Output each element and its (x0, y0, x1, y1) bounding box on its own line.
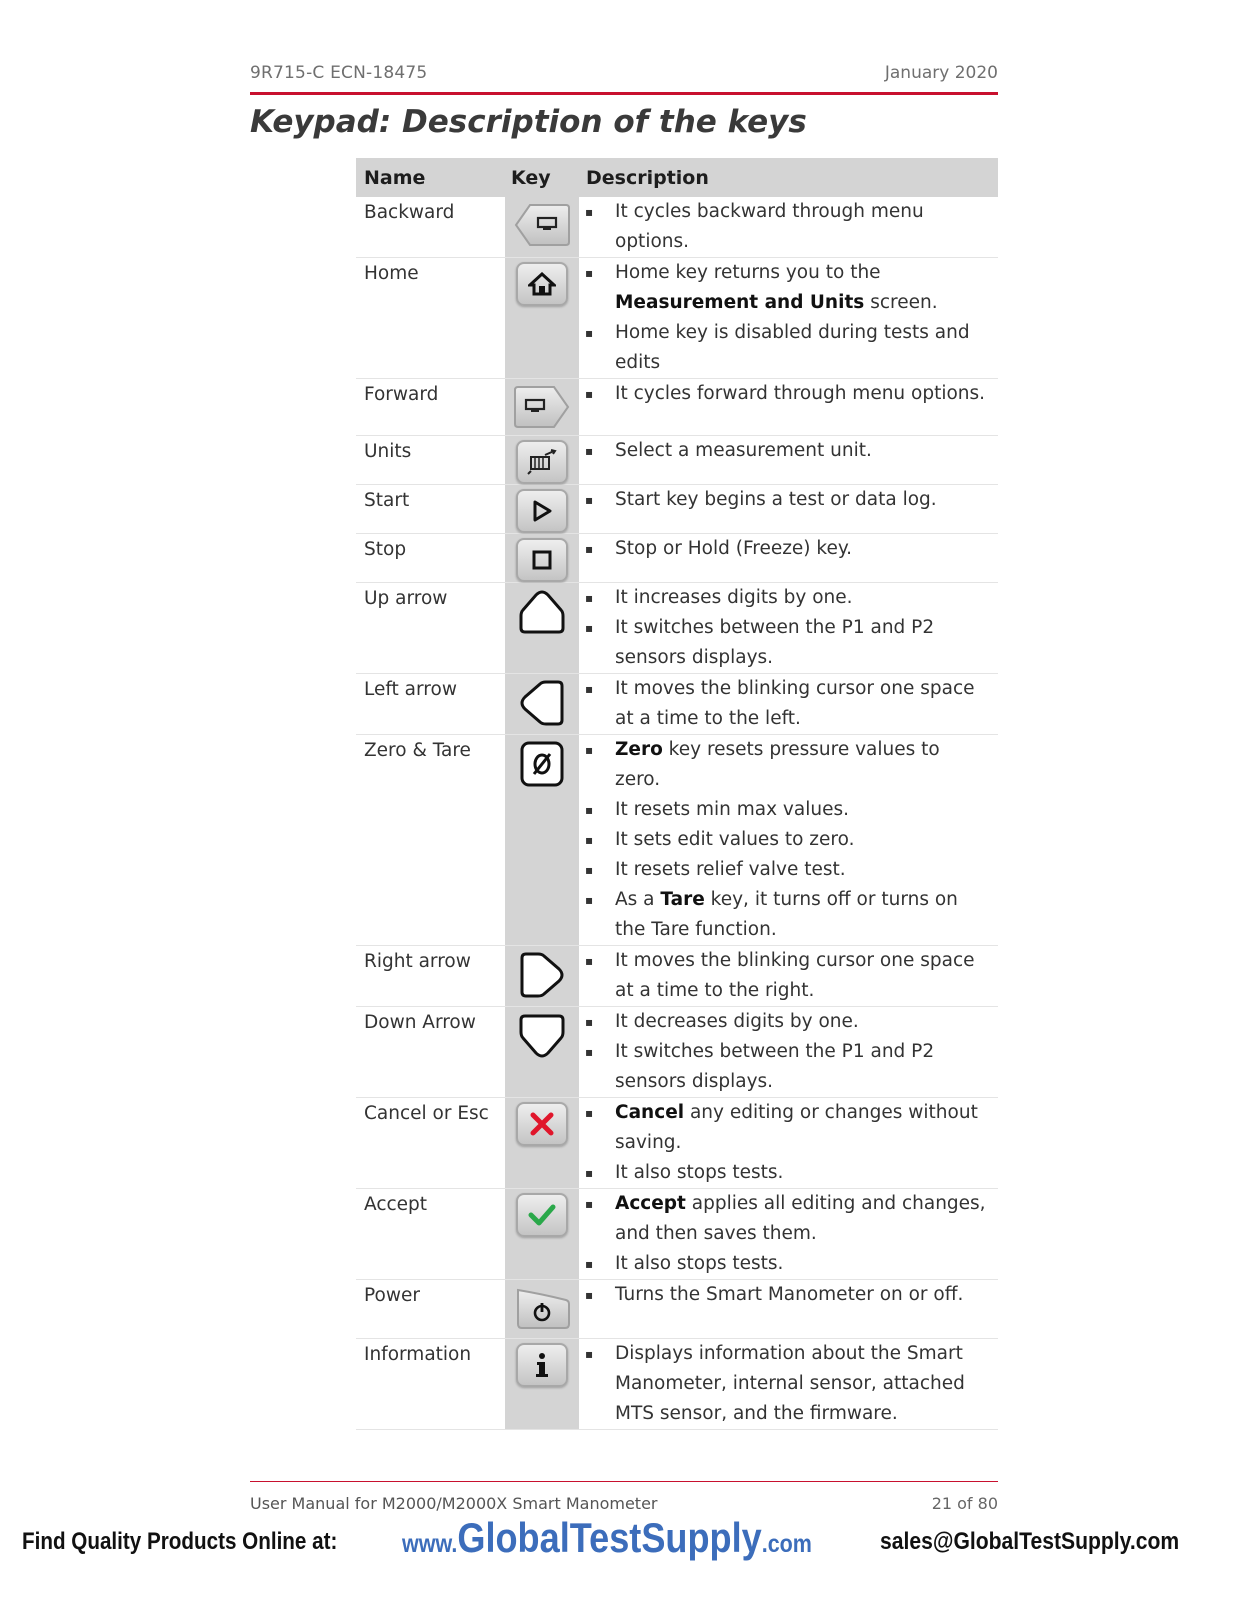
bullet-text (615, 855, 998, 885)
key-name: Power (364, 1285, 420, 1306)
header-divider (250, 92, 998, 95)
bullet-text (615, 825, 998, 855)
bullet-text (615, 583, 998, 613)
description-bullet (579, 258, 998, 318)
text-run: Home key returns you to the (615, 262, 881, 283)
text-run: Turns the Smart Manometer on or off. (615, 1284, 964, 1305)
key-cell (505, 1098, 579, 1188)
text-run: It resets min max values. (615, 799, 849, 820)
table-row (356, 1339, 998, 1430)
bold-term: Zero (615, 739, 663, 760)
ad-email-link[interactable]: sales@GlobalTestSupply.com (880, 1528, 1180, 1555)
bullet-icon: ▪ (585, 621, 594, 635)
text-run: key resets pressure values to zero. (615, 739, 940, 790)
text-run: It decreases digits by one. (615, 1011, 859, 1032)
description-bullet (579, 735, 998, 795)
key-cell (505, 1189, 579, 1279)
description-bullet (579, 1098, 998, 1158)
ad-url-suffix: .com (761, 1530, 812, 1558)
page-title: Keypad: Description of the keys (250, 104, 807, 140)
bullet-icon: ▪ (585, 387, 594, 401)
bullet-text (615, 795, 998, 825)
bullet-text (615, 258, 998, 318)
start-key-icon (516, 489, 568, 533)
bullet-text (615, 885, 998, 945)
text-run: screen. (864, 292, 938, 313)
description-bullet (579, 1037, 998, 1097)
description-bullet (579, 318, 998, 378)
key-description (579, 1007, 998, 1097)
table-row (356, 674, 998, 735)
bold-term: Accept (615, 1193, 686, 1214)
description-bullet (579, 583, 998, 613)
left-arrow-key-icon (516, 678, 568, 728)
key-cell (505, 674, 579, 734)
bullet-text (615, 674, 998, 734)
text-run: applies all editing and changes, and then saves them. (615, 1193, 986, 1244)
bullet-icon: ▪ (585, 444, 594, 458)
text-run: It also stops tests. (615, 1162, 784, 1183)
bullet-icon: ▪ (585, 893, 594, 907)
bullet-icon: ▪ (585, 863, 594, 877)
description-bullet (579, 1007, 998, 1037)
zero-tare-key-icon (516, 739, 568, 789)
bullet-text (615, 318, 998, 378)
key-name: Units (364, 441, 412, 462)
key-description (579, 485, 998, 533)
power-key-icon (512, 1284, 572, 1338)
key-name: Up arrow (364, 588, 448, 609)
bullet-icon: ▪ (585, 326, 594, 340)
bullet-icon: ▪ (585, 1288, 594, 1302)
bullet-text (615, 379, 998, 409)
home-key-icon (516, 262, 568, 306)
key-cell (505, 735, 579, 945)
text-run: Displays information about the Smart Manometer, internal sensor, attached MTS sensor, and the firmware. (615, 1343, 965, 1424)
keypad-table (356, 158, 998, 1430)
down-arrow-key-icon (516, 1011, 568, 1061)
key-name: Accept (364, 1194, 428, 1215)
description-bullet (579, 379, 998, 409)
bullet-text (615, 735, 998, 795)
key-name: Start (364, 490, 410, 511)
table-row (356, 735, 998, 946)
key-description (579, 534, 998, 582)
bullet-text (615, 613, 998, 673)
bullet-text (615, 1037, 998, 1097)
key-name: Left arrow (364, 679, 457, 700)
description-bullet (579, 436, 998, 466)
key-cell (505, 946, 579, 1006)
bullet-text (615, 1249, 998, 1279)
column-header-description: Description (586, 166, 709, 189)
key-description (579, 258, 998, 378)
stop-key-icon (516, 538, 568, 582)
text-run: It moves the blinking cursor one space at a time to the left. (615, 678, 975, 729)
bullet-icon: ▪ (585, 205, 594, 219)
key-cell (505, 485, 579, 533)
description-bullet (579, 946, 998, 1006)
bullet-text (615, 1158, 998, 1188)
table-row (356, 534, 998, 583)
key-cell (505, 197, 579, 257)
key-cell (505, 1007, 579, 1097)
table-row (356, 946, 998, 1007)
key-cell (505, 534, 579, 582)
description-bullet (579, 1158, 998, 1188)
text-run: It cycles forward through menu options. (615, 383, 986, 404)
description-bullet (579, 885, 998, 945)
text-run: It switches between the P1 and P2 sensors displays. (615, 617, 935, 668)
key-cell (505, 436, 579, 484)
bullet-icon: ▪ (585, 591, 594, 605)
description-bullet (579, 1339, 998, 1429)
key-name: Information (364, 1344, 472, 1365)
bullet-icon: ▪ (585, 1347, 594, 1361)
table-row (356, 583, 998, 674)
description-bullet (579, 197, 998, 257)
bullet-text (615, 1280, 998, 1310)
table-row (356, 1189, 998, 1280)
table-body (356, 197, 998, 1430)
bullet-icon: ▪ (585, 833, 594, 847)
table-row (356, 1007, 998, 1098)
document-id: 9R715-C ECN-18475 (250, 63, 428, 83)
key-name: Right arrow (364, 951, 471, 972)
bold-term: Tare (660, 889, 705, 910)
text-run: It cycles backward through menu options. (615, 201, 924, 252)
description-bullet (579, 534, 998, 564)
bullet-icon: ▪ (585, 266, 594, 280)
key-name: Zero & Tare (364, 740, 471, 761)
key-description (579, 436, 998, 484)
key-description (579, 946, 998, 1006)
bullet-icon: ▪ (585, 682, 594, 696)
bullet-icon: ▪ (585, 542, 594, 556)
table-row (356, 485, 998, 534)
text-run: It sets edit values to zero. (615, 829, 855, 850)
description-bullet (579, 855, 998, 885)
table-row (356, 258, 998, 379)
key-cell (505, 1339, 579, 1429)
key-name: Down Arrow (364, 1012, 476, 1033)
up-arrow-key-icon (516, 587, 568, 637)
table-row (356, 379, 998, 436)
text-run: It moves the blinking cursor one space at a time to the right. (615, 950, 975, 1001)
ad-tagline: Find Quality Products Online at: (22, 1528, 338, 1555)
description-bullet (579, 825, 998, 855)
bullet-icon: ▪ (585, 1015, 594, 1029)
column-header-name: Name (364, 166, 426, 189)
accept-key-icon (516, 1193, 568, 1237)
key-description (579, 1189, 998, 1279)
key-name: Forward (364, 384, 439, 405)
text-run: Select a measurement unit. (615, 440, 872, 461)
units-key-icon (516, 440, 568, 484)
information-key-icon (516, 1343, 568, 1387)
description-bullet (579, 613, 998, 673)
bullet-icon: ▪ (585, 493, 594, 507)
bullet-text (615, 1007, 998, 1037)
bullet-icon: ▪ (585, 1166, 594, 1180)
ad-url-main: GlobalTestSupply (457, 1514, 762, 1561)
key-name: Cancel or Esc (364, 1103, 489, 1124)
text-run: It switches between the P1 and P2 sensors displays. (615, 1041, 935, 1092)
table-row (356, 436, 998, 485)
key-description (579, 674, 998, 734)
bold-term: Cancel (615, 1102, 685, 1123)
text-run: any editing or changes without saving. (615, 1102, 978, 1153)
bullet-text (615, 197, 998, 257)
description-bullet (579, 674, 998, 734)
text-run: As a (615, 889, 661, 910)
key-description (579, 583, 998, 673)
key-description (579, 1339, 998, 1429)
bullet-icon: ▪ (585, 743, 594, 757)
key-name: Stop (364, 539, 407, 560)
key-description (579, 735, 998, 945)
cancel-key-icon (516, 1102, 568, 1146)
table-row (356, 1098, 998, 1189)
description-bullet (579, 795, 998, 825)
key-description (579, 379, 998, 435)
ad-website-link[interactable] (402, 1514, 812, 1562)
key-description (579, 1280, 998, 1338)
key-name: Home (364, 263, 419, 284)
footer-divider (250, 1481, 998, 1482)
description-bullet (579, 1280, 998, 1310)
description-bullet (579, 485, 998, 515)
text-run: Home key is disabled during tests and edits (615, 322, 970, 373)
page-number: 21 of 80 (931, 1494, 998, 1513)
bullet-icon: ▪ (585, 803, 594, 817)
bold-term: Measurement and Units (615, 292, 865, 313)
bullet-text (615, 1339, 998, 1429)
backward-key-icon (512, 201, 572, 253)
key-name: Backward (364, 202, 455, 223)
bullet-text (615, 485, 998, 515)
text-run: Start key begins a test or data log. (615, 489, 937, 510)
description-bullet (579, 1189, 998, 1249)
text-run: It increases digits by one. (615, 587, 853, 608)
key-description (579, 1098, 998, 1188)
table-header (356, 158, 998, 197)
bullet-text (615, 1098, 998, 1158)
key-cell (505, 258, 579, 378)
bullet-text (615, 1189, 998, 1249)
column-header-key: Key (511, 166, 551, 189)
bullet-icon: ▪ (585, 1045, 594, 1059)
table-row (356, 1280, 998, 1339)
key-description (579, 197, 998, 257)
text-run: key, it turns off or turns on the Tare function. (615, 889, 958, 940)
document-date: January 2020 (884, 63, 998, 83)
key-cell (505, 583, 579, 673)
bullet-icon: ▪ (585, 1257, 594, 1271)
forward-key-icon (512, 383, 572, 435)
text-run: It resets relief valve test. (615, 859, 846, 880)
ad-url-prefix: www. (402, 1530, 458, 1558)
bullet-text (615, 534, 998, 564)
text-run: Stop or Hold (Freeze) key. (615, 538, 853, 559)
key-cell (505, 1280, 579, 1338)
bullet-icon: ▪ (585, 1197, 594, 1211)
bullet-icon: ▪ (585, 1106, 594, 1120)
key-cell (505, 379, 579, 435)
description-bullet (579, 1249, 998, 1279)
right-arrow-key-icon (516, 950, 568, 1000)
text-run: It also stops tests. (615, 1253, 784, 1274)
bullet-text (615, 946, 998, 1006)
manual-title: User Manual for M2000/M2000X Smart Manometer (250, 1494, 658, 1513)
table-row (356, 197, 998, 258)
bullet-icon: ▪ (585, 954, 594, 968)
bullet-text (615, 436, 998, 466)
